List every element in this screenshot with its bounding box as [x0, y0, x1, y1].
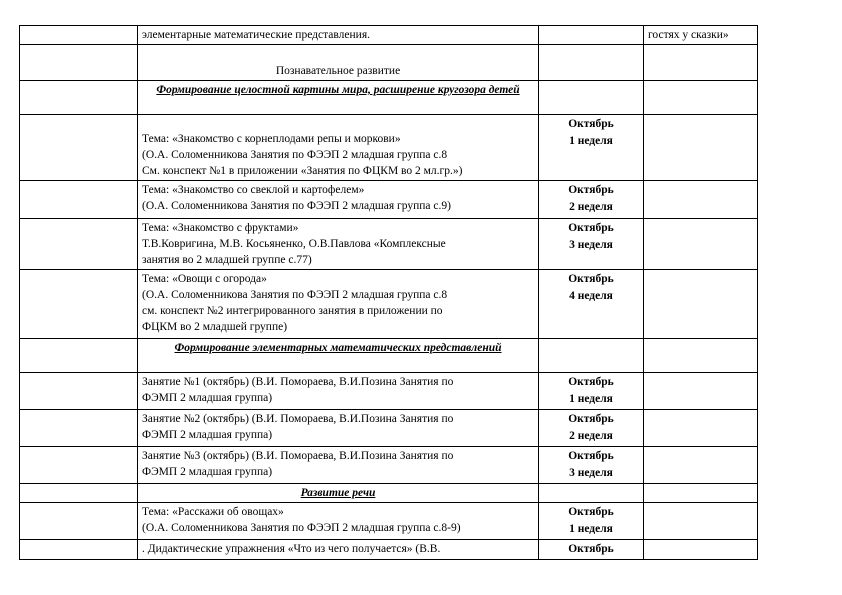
table-cell: [644, 45, 758, 81]
table-row: [20, 219, 758, 270]
note-text: гостях у сказки»: [648, 29, 729, 41]
table-row: [20, 339, 758, 373]
table-cell: [20, 219, 138, 270]
week-label: 1 неделя: [569, 135, 613, 147]
table-cell: [644, 219, 758, 270]
lesson-line: См. конспект №1 в приложении «Занятия по ФЦКМ во 2 мл.гр.»): [142, 165, 463, 177]
table-cell: [539, 270, 644, 339]
table-cell: [644, 373, 758, 410]
lesson-line: ФЦКМ во 2 младшей группе): [142, 321, 288, 333]
lesson-line: Тема: «Знакомство с корнеплодами репы и моркови»: [142, 133, 401, 145]
month-label: Октябрь: [568, 543, 614, 555]
month-label: Октябрь: [568, 506, 614, 518]
table-cell: [539, 45, 644, 81]
lesson-line: (О.А. Соломенникова Занятия по ФЭЭП 2 младшая группа с.9): [142, 200, 451, 212]
lesson-line: см. конспект №2 интегрированного занятия в приложении по: [142, 305, 443, 317]
table-cell: [138, 540, 539, 560]
table-cell: [539, 181, 644, 219]
table-row: [20, 181, 758, 219]
table-cell: [20, 339, 138, 373]
table-cell: [20, 373, 138, 410]
lesson-line: Тема: «Знакомство с фруктами»: [142, 222, 299, 234]
table-cell: [138, 270, 539, 339]
week-label: 1 неделя: [569, 393, 613, 405]
table-cell: [644, 540, 758, 560]
table-cell: [138, 219, 539, 270]
table-cell: [539, 503, 644, 540]
lesson-line: (О.А. Соломенникова Занятия по ФЭЭП 2 младшая группа с.8: [142, 149, 448, 161]
lesson-line: Занятие №3 (октябрь) (В.И. Помораева, В.И.Позина Занятия по: [142, 450, 454, 462]
table-cell: [539, 447, 644, 484]
lesson-plan-table: [19, 25, 758, 560]
table-cell: [539, 219, 644, 270]
month-label: Октябрь: [568, 376, 614, 388]
table-cell: [20, 81, 138, 115]
lesson-line: Т.В.Ковригина, М.В. Косьяненко, О.В.Павлова «Комплексные: [142, 238, 446, 250]
table-row: [20, 45, 758, 81]
lesson-line: занятия во 2 младшей группе с.77): [142, 254, 312, 266]
month-label: Октябрь: [568, 184, 614, 196]
lesson-line: ФЭМП 2 младшая группа): [142, 392, 273, 404]
table-cell: [539, 373, 644, 410]
week-label: 4 неделя: [569, 290, 613, 302]
week-label: 1 неделя: [569, 523, 613, 535]
table-row: [20, 81, 758, 115]
week-label: 3 неделя: [569, 467, 613, 479]
table-cell: [539, 81, 644, 115]
table-cell: [644, 447, 758, 484]
month-label: Октябрь: [568, 450, 614, 462]
section-title: Формирование целостной картины мира, расширение кругозора детей: [156, 84, 520, 96]
lesson-line: (О.А. Соломенникова Занятия по ФЭЭП 2 младшая группа с.8-9): [142, 522, 461, 534]
table-row: [20, 503, 758, 540]
table-row: [20, 270, 758, 339]
table-cell: [644, 26, 758, 45]
lesson-line: Занятие №2 (октябрь) (В.И. Помораева, В.И.Позина Занятия по: [142, 413, 454, 425]
week-label: 2 неделя: [569, 430, 613, 442]
table-cell: [539, 26, 644, 45]
table-row: [20, 26, 758, 45]
table-cell: [644, 270, 758, 339]
section-title: Развитие речи: [300, 487, 376, 499]
table-cell: [138, 339, 539, 373]
table-cell: [539, 115, 644, 181]
month-label: Октябрь: [568, 118, 614, 130]
table-cell: [20, 540, 138, 560]
table-cell: [138, 484, 539, 503]
area-heading: Познавательное развитие: [275, 65, 401, 77]
table-cell: [138, 115, 539, 181]
table-cell: [138, 81, 539, 115]
table-row: [20, 115, 758, 181]
lesson-line: Занятие №1 (октябрь) (В.И. Помораева, В.И.Позина Занятия по: [142, 376, 454, 388]
lesson-line: Тема: «Знакомство со свеклой и картофелем»: [142, 184, 365, 196]
activity-text: элементарные математические представления.: [142, 29, 370, 41]
table-cell: [138, 26, 539, 45]
lesson-line: . Дидактические упражнения «Что из чего получается» (В.В.: [142, 543, 441, 555]
table-cell: [20, 181, 138, 219]
section-title: Формирование элементарных математических представлений: [174, 342, 502, 354]
table-cell: [644, 410, 758, 447]
table-cell: [138, 45, 539, 81]
table-cell: [539, 410, 644, 447]
table-cell: [20, 270, 138, 339]
table-cell: [20, 115, 138, 181]
table-cell: [20, 484, 138, 503]
lesson-line: Тема: «Расскажи об овощах»: [142, 506, 284, 518]
table-cell: [644, 181, 758, 219]
table-row: [20, 447, 758, 484]
table-row: [20, 373, 758, 410]
table-cell: [644, 81, 758, 115]
table-cell: [20, 447, 138, 484]
lesson-line: ФЭМП 2 младшая группа): [142, 429, 273, 441]
month-label: Октябрь: [568, 413, 614, 425]
table-row: [20, 410, 758, 447]
table-cell: [20, 26, 138, 45]
month-label: Октябрь: [568, 273, 614, 285]
table-row: [20, 540, 758, 560]
table-cell: [138, 181, 539, 219]
table-cell: [138, 410, 539, 447]
lesson-line: Тема: «Овощи с огорода»: [142, 273, 267, 285]
table-cell: [20, 45, 138, 81]
lesson-line: ФЭМП 2 младшая группа): [142, 466, 273, 478]
table-cell: [539, 484, 644, 503]
table-cell: [644, 339, 758, 373]
table-cell: [20, 503, 138, 540]
table-cell: [20, 410, 138, 447]
table-cell: [138, 447, 539, 484]
week-label: 3 неделя: [569, 239, 613, 251]
table-cell: [539, 339, 644, 373]
table-cell: [138, 373, 539, 410]
table-cell: [644, 503, 758, 540]
table-cell: [138, 503, 539, 540]
month-label: Октябрь: [568, 222, 614, 234]
table-cell: [539, 540, 644, 560]
table-row: [20, 484, 758, 503]
week-label: 2 неделя: [569, 201, 613, 213]
lesson-line: (О.А. Соломенникова Занятия по ФЭЭП 2 младшая группа с.8: [142, 289, 448, 301]
table-cell: [644, 484, 758, 503]
table-cell: [644, 115, 758, 181]
